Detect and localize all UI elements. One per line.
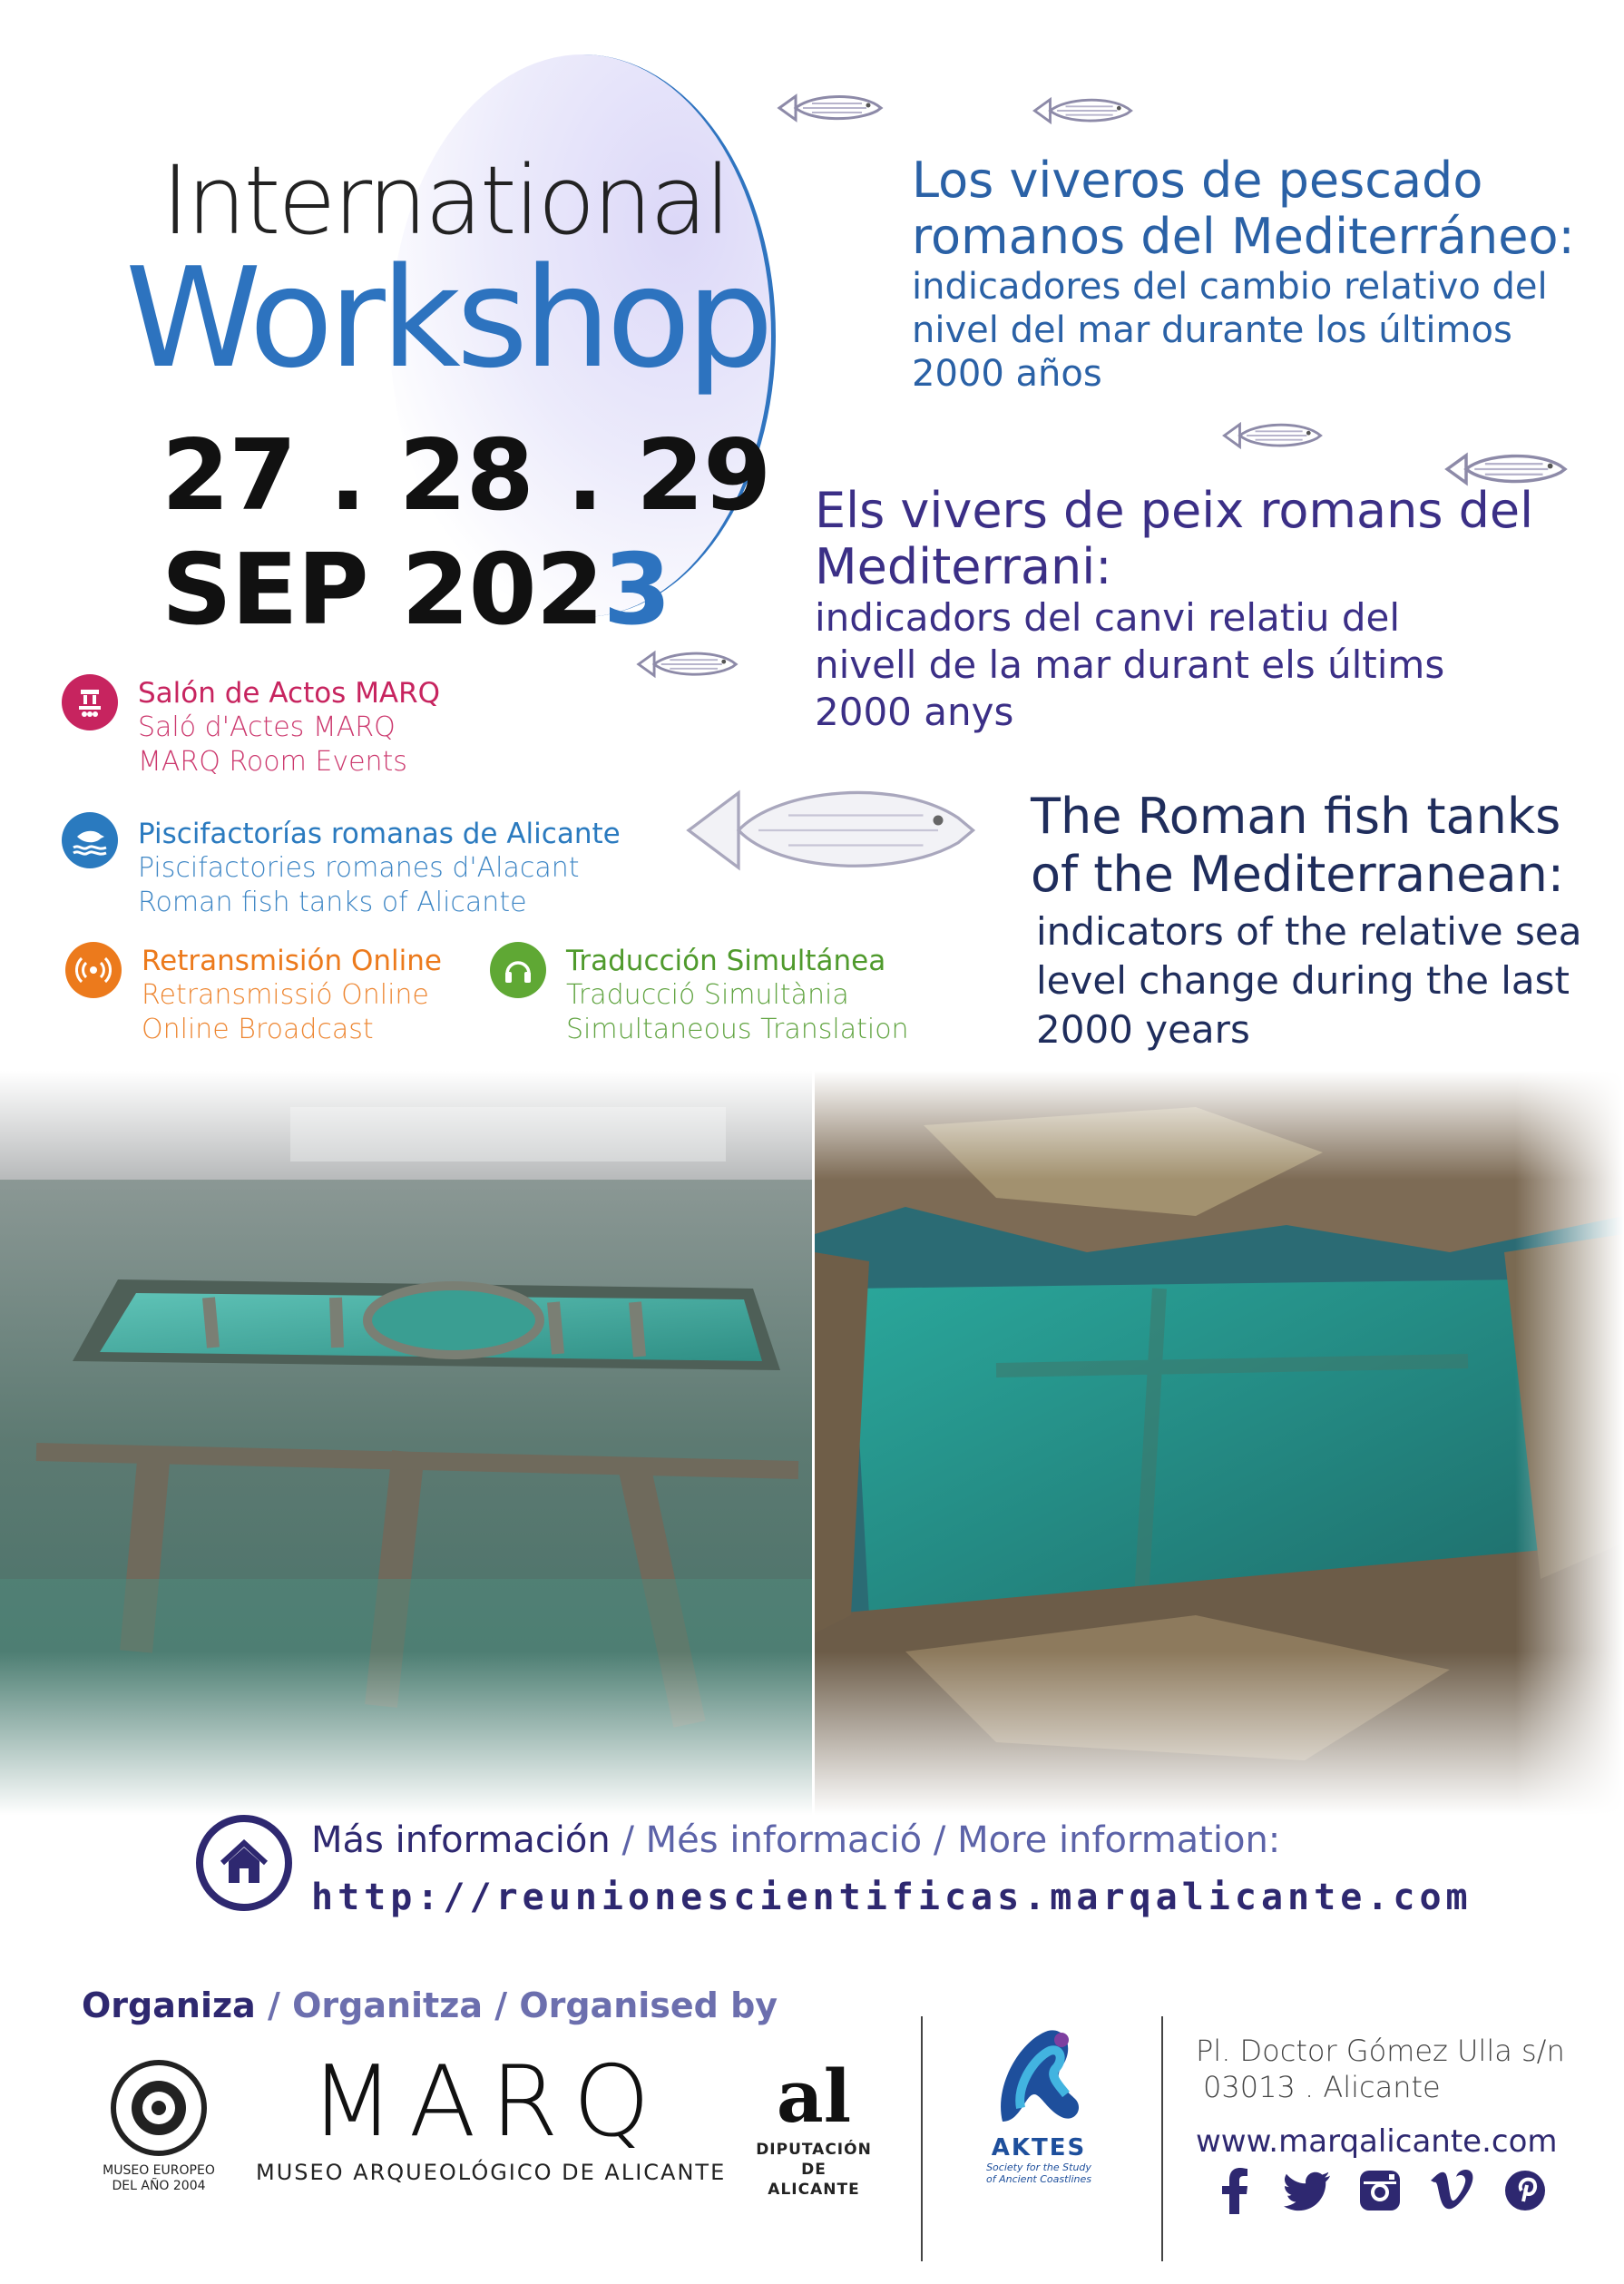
- diputacion-mark: al: [776, 2054, 852, 2139]
- fish-icon: [1220, 419, 1325, 452]
- subheading-catalan: indicadors del canvi relatiu del nivell de la mar durant els últims 2000 anys: [815, 595, 1445, 734]
- broadcast-info: [142, 944, 442, 1047]
- subheading-spanish: indicadores del cambio relativo del nivel del mar durante los últimos 2000 años: [912, 266, 1548, 395]
- translation-en: Simultaneous Translation: [566, 1014, 909, 1045]
- marq-caption: MUSEO ARQUEOLÓGICO DE ALICANTE: [256, 2160, 727, 2185]
- fish-icon: [776, 91, 885, 125]
- organisers-en: Organised by: [519, 1985, 778, 2025]
- title-international: International: [161, 145, 729, 256]
- large-fish-icon: [679, 776, 978, 885]
- organisers-ca: Organitza: [292, 1985, 483, 2025]
- divider: [1161, 2016, 1163, 2261]
- more-info-es: Más información: [311, 1819, 611, 1861]
- photo-fade-bottom: [0, 1652, 1624, 1815]
- social-icons: [1211, 2167, 1549, 2214]
- more-info-label: [311, 1819, 1280, 1861]
- more-info-en: More information:: [957, 1819, 1281, 1861]
- date-year-accent: 3: [602, 534, 670, 647]
- diputacion-caption-2: DE ALICANTE: [768, 2161, 860, 2199]
- twitter-icon[interactable]: [1284, 2167, 1331, 2214]
- subheading-english: indicators of the relative sea level change during the last 2000 years: [1036, 909, 1582, 1052]
- aktes-caption-2: of Ancient Coastlines: [985, 2173, 1092, 2185]
- fish-icon: [635, 646, 739, 682]
- separator: /: [255, 1985, 293, 2025]
- organisers-es: Organiza: [82, 1985, 256, 2025]
- venue-ca: Saló d'Actes MARQ: [138, 711, 396, 743]
- aktes-name: AKTES: [991, 2134, 1087, 2161]
- heading-english: The Roman fish tanks of the Mediterranean:: [1031, 788, 1564, 903]
- aktes-wave-icon: [984, 2022, 1093, 2131]
- museo-europeo-caption-2: DEL AÑO 2004: [112, 2179, 206, 2193]
- translation-ca: Traducció Simultània: [566, 979, 849, 1011]
- headphones-icon: [490, 942, 546, 998]
- pinterest-icon[interactable]: [1502, 2167, 1549, 2214]
- site-en: Roman fish tanks of Alicante: [138, 887, 527, 918]
- aktes-caption-1: Society for the Study: [986, 2161, 1091, 2173]
- fish-icon: [1031, 94, 1135, 127]
- translation-info: [566, 944, 909, 1047]
- more-info-ca: Més informació: [645, 1819, 923, 1861]
- heading-catalan: Els vivers de peix romans del Mediterrani:: [815, 482, 1534, 595]
- organisers-label: [82, 1985, 778, 2025]
- broadcast-en: Online Broadcast: [142, 1014, 374, 1045]
- vimeo-icon[interactable]: [1429, 2167, 1476, 2214]
- divider: [921, 2016, 923, 2261]
- venue-es: Salón de Actos MARQ: [138, 677, 441, 710]
- venue-en: MARQ Room Events: [138, 746, 407, 778]
- title-workshop: Workshop: [125, 238, 769, 398]
- website-link[interactable]: www.marqalicante.com: [1196, 2123, 1558, 2160]
- venue-info: [138, 676, 440, 779]
- museo-europeo-logo[interactable]: [86, 2058, 231, 2194]
- museo-europeo-seal-icon: [109, 2058, 209, 2158]
- heading-spanish: Los viveros de pescado romanos del Mediterráneo:: [912, 152, 1575, 265]
- marq-logo[interactable]: [256, 2045, 727, 2185]
- diputacion-logo[interactable]: [755, 2053, 873, 2200]
- facebook-icon[interactable]: [1211, 2167, 1258, 2214]
- date-month-year-main: SEP 202: [161, 534, 603, 647]
- separator: /: [482, 1985, 520, 2025]
- translation-es: Traducción Simultánea: [566, 945, 886, 977]
- aktes-logo[interactable]: [962, 2022, 1116, 2185]
- separator: /: [610, 1819, 646, 1861]
- marq-wordmark: MARQ: [309, 2045, 665, 2159]
- broadcast-es: Retransmisión Online: [142, 945, 442, 977]
- building-icon: [62, 674, 118, 730]
- address: [1196, 2033, 1565, 2105]
- home-icon[interactable]: [196, 1815, 292, 1911]
- date-days: 27 . 28 . 29: [161, 419, 771, 533]
- site-es: Piscifactorías romanas de Alicante: [138, 818, 621, 850]
- broadcast-ca: Retransmissió Online: [142, 979, 429, 1011]
- broadcast-icon: [65, 942, 122, 998]
- instagram-icon[interactable]: [1356, 2167, 1404, 2214]
- museo-europeo-caption-1: MUSEO EUROPEO: [103, 2163, 215, 2178]
- site-info: [138, 817, 621, 920]
- address-line-1: Pl. Doctor Gómez Ulla s/n: [1196, 2034, 1565, 2068]
- photo-fade-top: [0, 1071, 1624, 1180]
- photo-fade-right: [1515, 1071, 1624, 1815]
- site-ca: Piscifactories romanes d'Alacant: [138, 852, 580, 884]
- fish-wave-icon: [62, 812, 118, 868]
- address-line-2: 03013 . Alicante: [1203, 2070, 1441, 2104]
- info-url-link[interactable]: http://reunionescientificas.marqalicante.com: [311, 1877, 1472, 1918]
- separator: /: [922, 1819, 958, 1861]
- date-month-year: [161, 534, 670, 647]
- diputacion-caption-1: DIPUTACIÓN: [756, 2141, 872, 2159]
